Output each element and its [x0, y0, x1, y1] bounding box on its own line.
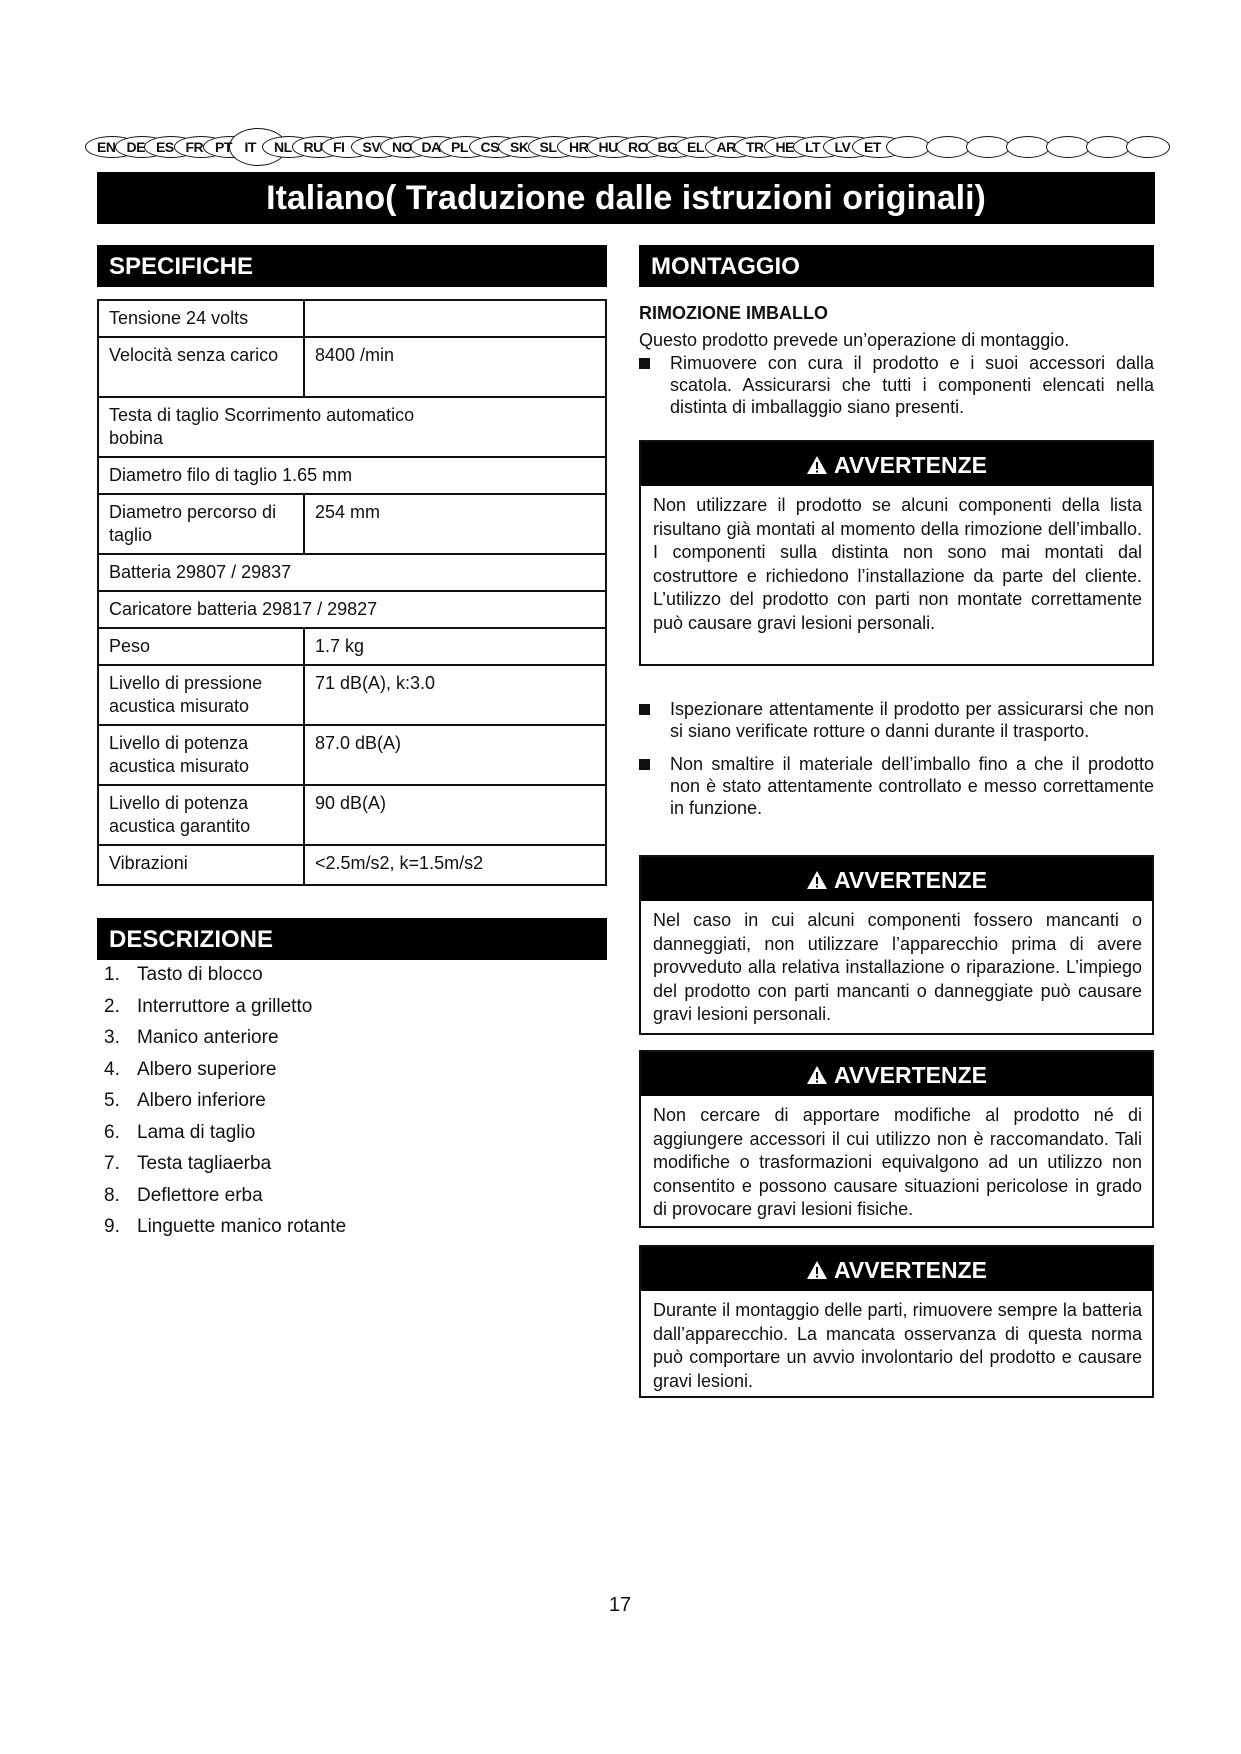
list-item-text: Linguette manico rotante [137, 1216, 347, 1237]
language-tab-sl[interactable]: SL [539, 139, 557, 155]
bullet-item [639, 698, 1154, 742]
language-tab-tr[interactable]: TR [746, 139, 764, 155]
language-tab-fr[interactable]: FR [185, 139, 204, 155]
language-tab-cs[interactable]: CS [480, 139, 499, 155]
language-tab-en[interactable]: EN [97, 139, 116, 155]
spec-label: Vibrazioni [98, 845, 304, 885]
language-tab-sv[interactable]: SV [362, 139, 381, 155]
list-item [104, 1027, 584, 1059]
spec-label: Diametro filo di taglio 1.65 mm [98, 457, 606, 494]
specs-table [97, 299, 607, 886]
bullet-item [639, 753, 1154, 819]
warning-icon [806, 870, 828, 890]
list-item-text: Albero superiore [137, 1058, 277, 1080]
assembly-intro-block [639, 303, 1154, 418]
table-row [98, 665, 606, 725]
list-item-number: 7. [104, 1153, 120, 1174]
table-row [98, 457, 606, 494]
list-item-number: 8. [104, 1184, 120, 1206]
table-row [98, 785, 606, 845]
warning-header [641, 1247, 1152, 1291]
list-item-number: 4. [104, 1058, 120, 1080]
list-item-number: 9. [104, 1216, 120, 1237]
language-tab-outline [926, 136, 970, 158]
language-tab-it[interactable]: IT [244, 139, 256, 155]
list-item [104, 1185, 584, 1217]
warning-title: AVVERTENZE [834, 867, 987, 893]
list-item [104, 1153, 584, 1185]
warning-box [639, 855, 1154, 1035]
specs-header: SPECIFICHE [97, 245, 607, 287]
language-tab-fi[interactable]: FI [333, 139, 345, 155]
warning-header [641, 857, 1152, 901]
list-item-text: Interruttore a grilletto [137, 995, 313, 1017]
table-row [98, 300, 606, 337]
warning-box [639, 1245, 1154, 1398]
language-tab-ru[interactable]: RU [303, 139, 323, 155]
bullet-item [639, 352, 1154, 418]
spec-value: 1.7 kg [304, 628, 606, 665]
list-item-text: Lama di taglio [137, 1121, 256, 1143]
unpacking-heading: RIMOZIONE IMBALLO [639, 303, 828, 323]
warning-title: AVVERTENZE [834, 452, 987, 478]
description-header: DESCRIZIONE [97, 918, 607, 960]
table-row [98, 397, 606, 457]
bullet-square-icon [639, 352, 670, 418]
list-item [104, 1122, 584, 1154]
spec-value: 8400 /min [304, 337, 606, 397]
list-item-number: 1. [104, 964, 120, 985]
language-tab-nl[interactable]: NL [274, 139, 292, 155]
warning-text: Nel caso in cui alcuni componenti fossero mancanti o danneggiati, non utilizzare l’apparecchio prima di avere provveduto alla relativa installazione o riparazione. L’impiego del prodotto con parti mancanti o danneggiate può causare gravi lesioni personali. [653, 910, 1142, 1024]
spec-label: Diametro percorso di taglio [98, 494, 304, 554]
warning-title: AVVERTENZE [834, 1062, 987, 1088]
spec-value [304, 300, 606, 337]
language-tabs [97, 132, 1155, 162]
table-row [98, 628, 606, 665]
warning-icon [806, 1260, 828, 1280]
warning-header [641, 442, 1152, 486]
language-tab-lt[interactable]: LT [805, 139, 821, 155]
table-row [98, 554, 606, 591]
spec-label: Livello di potenza acustica misurato [98, 725, 304, 785]
page-title: Italiano( Traduzione dalle istruzioni originali) [97, 172, 1155, 224]
spec-label: Livello di pressione acustica misurato [98, 665, 304, 725]
bullet-text: Rimuovere con cura il prodotto e i suoi accessori dalla scatola. Assicurarsi che tutti i componenti elencati nella distinta di imballaggio siano presenti. [670, 353, 1154, 417]
language-tab-hu[interactable]: HU [598, 139, 618, 155]
warning-box [639, 1050, 1154, 1228]
bullet-square-icon [639, 753, 670, 819]
language-tab-de[interactable]: DE [126, 139, 145, 155]
language-tab-el[interactable]: EL [687, 139, 704, 155]
list-item-text: Deflettore erba [137, 1184, 263, 1206]
language-tab-es[interactable]: ES [156, 139, 174, 155]
spec-value: 87.0 dB(A) [304, 725, 606, 785]
spec-label-text: Testa di taglio Scorrimento automatico bobina [109, 405, 415, 448]
inspection-bullets [639, 698, 1154, 819]
language-tab-bg[interactable]: BG [657, 139, 678, 155]
spec-value: 90 dB(A) [304, 785, 606, 845]
warning-title: AVVERTENZE [834, 1257, 987, 1283]
table-row [98, 725, 606, 785]
page-number: 17 [608, 1594, 632, 1616]
list-item [104, 1216, 584, 1248]
language-tab-ro[interactable]: RO [628, 139, 648, 155]
bullet-text: Non smaltire il materiale dell’imballo fino a che il prodotto non è stato attentamente controllato e messo correttamente in funzione. [670, 754, 1154, 818]
list-item [104, 996, 584, 1028]
list-item-number: 2. [104, 995, 120, 1017]
warning-box [639, 440, 1154, 666]
warning-icon [806, 455, 828, 475]
spec-value: 254 mm [304, 494, 606, 554]
spec-label [98, 397, 606, 457]
language-tab-da[interactable]: DA [421, 139, 441, 155]
spec-value: <2.5m/s2, k=1.5m/s2 [304, 845, 606, 885]
spec-label: Livello di potenza acustica garantito [98, 785, 304, 845]
table-row [98, 494, 606, 554]
warning-icon [806, 1065, 828, 1085]
list-item-number: 6. [104, 1121, 120, 1143]
list-item [104, 964, 584, 996]
list-item-text: Tasto di blocco [137, 964, 263, 985]
spec-label: Caricatore batteria 29817 / 29827 [98, 591, 606, 628]
table-row [98, 845, 606, 885]
warning-text: Non utilizzare il prodotto se alcuni componenti della lista risultano già montati al momento della rimozione dell’imballo. I componenti sulla distinta non sono mai montati dal costruttore e richiedono l’installazione da parte del cliente. L’utilizzo del prodotto con parti non montate correttamente può causare gravi lesioni personali. [653, 495, 1142, 633]
list-item-number: 5. [104, 1090, 120, 1111]
description-list [104, 964, 584, 1248]
language-tab-lv[interactable]: LV [834, 139, 851, 155]
language-tab-outline [886, 136, 930, 158]
assembly-intro: Questo prodotto prevede un’operazione di montaggio. [639, 330, 1070, 350]
language-tab-outline [1086, 136, 1130, 158]
language-tab-outline [1126, 136, 1170, 158]
language-tab-pt[interactable]: PT [215, 139, 232, 155]
warning-text: Non cercare di apportare modifiche al prodotto né di aggiungere accessori il cui utilizzo non è raccomandato. Tali modifiche o trasformazioni equivalgono ad un utilizzo non consentito e possono causare situazioni pericolose in grado di provocare gravi lesioni fisiche. [653, 1105, 1142, 1219]
bullet-square-icon [639, 698, 670, 742]
language-tab-he[interactable]: HE [775, 139, 794, 155]
list-item [104, 1090, 584, 1122]
spec-value: 71 dB(A), k:3.0 [304, 665, 606, 725]
list-item-text: Testa tagliaerba [137, 1153, 272, 1174]
spec-label: Tensione 24 volts [98, 300, 304, 337]
list-item-text: Albero inferiore [137, 1090, 266, 1111]
bullet-text: Ispezionare attentamente il prodotto per assicurarsi che non si siano verificate rotture o danni durante il trasporto. [670, 699, 1154, 741]
warning-text: Durante il montaggio delle parti, rimuovere sempre la batteria dall’apparecchio. La mancata osservanza di questa norma può comportare un avvio involontario del prodotto e causare gravi lesioni. [653, 1300, 1142, 1391]
spec-label: Peso [98, 628, 304, 665]
language-tab-et[interactable]: ET [864, 139, 881, 155]
table-row [98, 591, 606, 628]
table-row [98, 337, 606, 397]
warning-header [641, 1052, 1152, 1096]
language-tab-outline [1006, 136, 1050, 158]
list-item [104, 1059, 584, 1091]
language-tab-outline [1046, 136, 1090, 158]
list-item-number: 3. [104, 1027, 120, 1048]
spec-label: Batteria 29807 / 29837 [98, 554, 606, 591]
language-tab-hr[interactable]: HR [569, 139, 589, 155]
language-tab-outline [966, 136, 1010, 158]
list-item-text: Manico anteriore [137, 1027, 279, 1048]
spec-label: Velocità senza carico [98, 337, 304, 397]
language-tab-sk[interactable]: SK [510, 139, 529, 155]
language-tab-ar[interactable]: AR [716, 139, 736, 155]
assembly-header: MONTAGGIO [639, 245, 1154, 287]
language-tab-no[interactable]: NO [392, 139, 412, 155]
language-tab-pl[interactable]: PL [451, 139, 468, 155]
